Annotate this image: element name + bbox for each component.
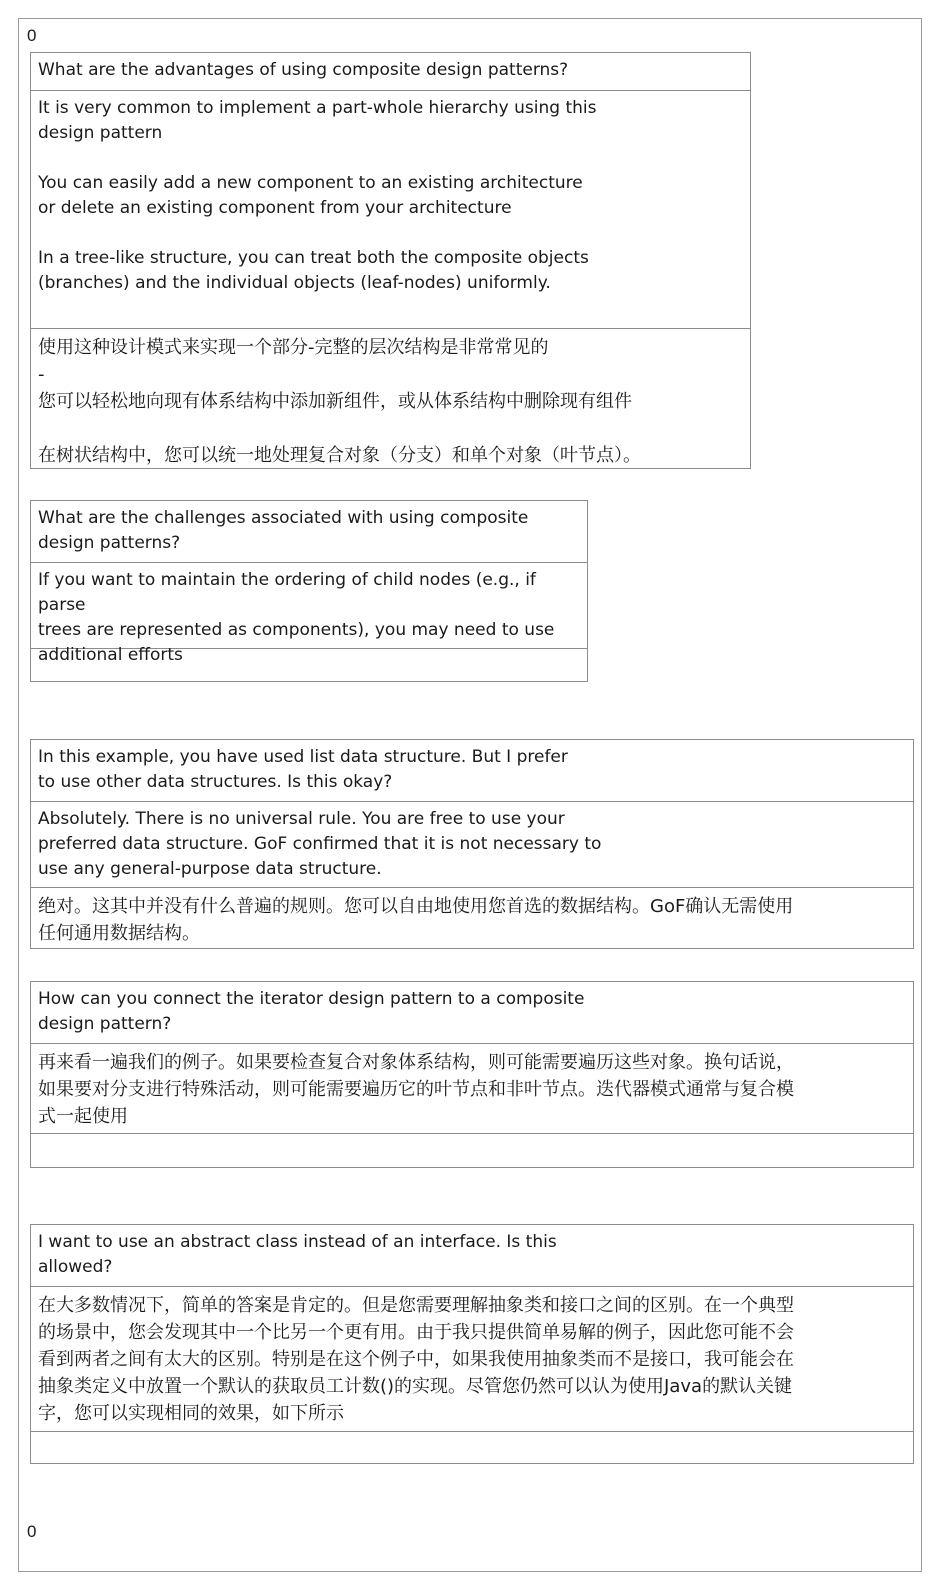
- qa-card-2: [30, 500, 588, 682]
- question-cell: I want to use an abstract class instead of an interface. Is this allowed?: [38, 1232, 557, 1277]
- qa-card-1: [30, 52, 751, 469]
- question-cell: How can you connect the iterator design pattern to a composite design pattern?: [38, 989, 585, 1034]
- top-page-number: 0: [27, 26, 37, 45]
- empty-cell: [31, 1133, 913, 1167]
- question-cell: What are the challenges associated with using composite design patterns?: [38, 508, 529, 553]
- answer-chinese-cell: 绝对。这其中并没有什么普遍的规则。您可以自由地使用您首选的数据结构。GoF确认无需使用 任何通用数据结构。: [31, 887, 913, 948]
- qa-card-5: [30, 1224, 914, 1464]
- qa-card-4: [30, 981, 914, 1168]
- qa-card-3: [30, 739, 914, 949]
- answer-english-cell: Absolutely. There is no universal rule. You are free to use your preferred data structure. GoF confirmed that it is not necessary to use any general-purpose data structure.: [31, 801, 913, 887]
- bottom-page-number: 0: [27, 1522, 37, 1541]
- empty-cell: [31, 1431, 913, 1463]
- answer-chinese-cell: 再来看一遍我们的例子。如果要检查复合对象体系结构，则可能需要遍历这些对象。换句话说， 如果要对分支进行特殊活动，则可能需要遍历它的叶节点和非叶节点。迭代器模式通常与复合模 式一起使用: [31, 1043, 913, 1133]
- answer-chinese-cell: 使用这种设计模式来实现一个部分-完整的层次结构是非常常见的 - 您可以轻松地向现有体系结构中添加新组件，或从体系结构中删除现有组件 在树状结构中，您可以统一地处理复合对象（分支）和单个对象（叶节点）。: [31, 328, 750, 468]
- answer-english-cell: If you want to maintain the ordering of child nodes (e.g., if parse trees are represented as components), you may need to use additional efforts: [31, 562, 587, 648]
- answer-english-cell: It is very common to implement a part-whole hierarchy using this design pattern You can easily add a new component to an existing architecture or delete an existing component from your architecture In a tree-like structure, you can treat both the composite objects (branches) and the individual objects (leaf-nodes) uniformly.: [31, 90, 750, 328]
- answer-chinese-cell: 在大多数情况下，简单的答案是肯定的。但是您需要理解抽象类和接口之间的区别。在一个典型 的场景中，您会发现其中一个比另一个更有用。由于我只提供简单易解的例子，因此您可能不会 看到两者之间有太大的区别。特别是在这个例子中，如果我使用抽象类而不是接口，我可能会在 抽象类定义中放置一个默认的获取员工计数()的实现。尽管您仍然可以认为使用Java的默认关键 字，您可以实现相同的效果，如下所示: [31, 1286, 913, 1431]
- question-cell: In this example, you have used list data structure. But I prefer to use other data structures. Is this okay?: [38, 747, 568, 792]
- question-cell: What are the advantages of using composite design patterns?: [38, 60, 569, 80]
